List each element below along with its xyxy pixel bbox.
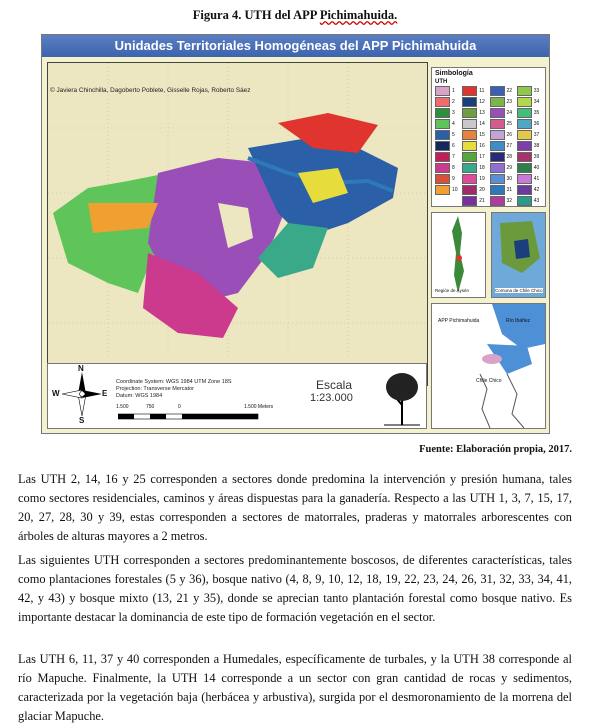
legend-swatch [490, 130, 505, 140]
legend-item [435, 97, 460, 107]
legend-item [517, 174, 542, 184]
legend-item [490, 185, 515, 195]
inset-region [431, 212, 486, 298]
legend-label: 8 [452, 165, 455, 171]
legend-item [462, 152, 487, 162]
legend-label: 24 [506, 110, 513, 116]
legend-item [517, 196, 542, 206]
legend-item [490, 119, 515, 129]
legend-label: 25 [506, 121, 513, 127]
legend-item [490, 163, 515, 173]
legend-label: 6 [452, 143, 455, 149]
legend-label: 38 [533, 143, 540, 149]
coordinate-info [116, 379, 232, 400]
legend-swatch [462, 141, 477, 151]
legend-item [517, 152, 542, 162]
legend-swatch [435, 86, 450, 96]
legend-label: 1 [452, 88, 455, 94]
inset-app [431, 303, 546, 429]
legend-swatch [490, 97, 505, 107]
projection: Projection: Transverse Mercator [116, 386, 194, 392]
legend-label: 5 [452, 132, 455, 138]
inset-chilechico-label: Chile Chico [476, 378, 502, 384]
legend-label: 39 [533, 154, 540, 160]
legend-item [517, 130, 542, 140]
legend-item [435, 86, 460, 96]
paragraph-2: Las siguientes UTH corresponden a sectores predominantemente boscosos, de diferentes características, tales como plantaciones forestales (5 y 36), bosque nativo (4, 8, 9, 10, 12, 18, 19, 22, 23, 24, 26, 31, 32, 33, 34, 41, 42, y 43) y bosque mixto (13, 21 y 35), donde se aprecian tanto plantación forestal como bosque nativo. Es importante destacar la dominancia de este tipo de formación vegetación en el sector. [18, 553, 572, 624]
legend-label: 14 [479, 121, 485, 127]
legend-label: 34 [533, 99, 540, 105]
map-footer [47, 363, 427, 429]
legend-label: 32 [506, 198, 513, 204]
legend-item [435, 174, 460, 184]
legend-label: 41 [533, 176, 540, 182]
legend-item [517, 185, 542, 195]
legend-item [462, 141, 487, 151]
legend-swatch [462, 152, 477, 162]
legend-label: 40 [533, 165, 540, 171]
legend-label: 9 [452, 176, 455, 182]
legend-swatch [462, 163, 477, 173]
legend-item [435, 185, 460, 195]
legend-swatch [490, 152, 505, 162]
figure-title-text: Figura 4. UTH del APP [192, 8, 320, 22]
inset-app-label: APP Pichimahuida [438, 318, 480, 324]
tree-logo-icon [382, 367, 422, 427]
south-label: S [79, 416, 85, 425]
legend-swatch [435, 152, 450, 162]
legend-item [462, 185, 487, 195]
legend-swatch [517, 152, 532, 162]
legend-item [462, 86, 487, 96]
datum: Datum: WGS 1984 [116, 393, 163, 399]
scalebar-label: 1.500 [116, 404, 129, 410]
legend-item [462, 97, 487, 107]
legend-label: 36 [533, 121, 540, 127]
legend-item [490, 130, 515, 140]
legend-label: 11 [479, 88, 485, 94]
legend-item [462, 174, 487, 184]
legend-item [517, 108, 542, 118]
legend-item [462, 196, 487, 206]
scale-value: 1:23.000 [310, 392, 353, 404]
legend-label: 37 [533, 132, 540, 138]
legend-label: 27 [506, 143, 513, 149]
legend-label: 35 [533, 110, 540, 116]
legend-subtitle: UTH [435, 79, 448, 85]
legend-item [490, 152, 515, 162]
legend-item [435, 141, 460, 151]
legend-label: 15 [479, 132, 485, 138]
figure-title-place: Pichimahuida. [319, 8, 398, 22]
scalebar-label: 1.500 Meters [244, 404, 274, 410]
legend-swatch [517, 196, 532, 206]
scalebar-label: 750 [146, 404, 155, 410]
legend-swatch [462, 119, 477, 129]
legend-item [435, 163, 460, 173]
uth-map [41, 34, 550, 434]
legend-swatch [490, 185, 505, 195]
legend-swatch [517, 174, 532, 184]
scale-title: Escala [316, 378, 353, 392]
map-frame [47, 62, 428, 386]
paragraph-3: Las UTH 6, 11, 37 y 40 corresponden a Humedales, específicamente de turbales, y la UTH 38 corresponde al río Mapuche. Finalmente, la UTH 14 corresponde a un sector con gran cantidad de rocas y sedimentos, caracterizada por la vegetación baja (herbácea y arbustiva), surgida por el desmoronamiento de la morrena del glaciar Mapuche. [18, 652, 572, 723]
legend-swatch [517, 119, 532, 129]
legend-swatch [490, 108, 505, 118]
legend-item [517, 141, 542, 151]
legend-swatch [462, 174, 477, 184]
legend-swatch [490, 86, 505, 96]
coord-system: Coordinate System: WGS 1984 UTM Zone 18S [116, 379, 232, 385]
legend-swatch [462, 86, 477, 96]
legend-label: 42 [533, 187, 540, 193]
legend-item [490, 97, 515, 107]
legend-item [462, 163, 487, 173]
legend-swatch [517, 141, 532, 151]
legend-label: 43 [533, 198, 540, 204]
legend-label: 33 [533, 88, 540, 94]
legend-item [435, 196, 460, 206]
legend-label: 26 [506, 132, 513, 138]
legend-swatch [490, 119, 505, 129]
scalebar [118, 413, 268, 421]
legend-swatch [462, 108, 477, 118]
legend-item [517, 97, 542, 107]
legend-swatch [490, 141, 505, 151]
legend-swatch [462, 130, 477, 140]
legend [431, 67, 546, 207]
legend-swatch [490, 174, 505, 184]
north-label: N [78, 364, 84, 373]
legend-label: 19 [479, 176, 485, 182]
legend-item [490, 196, 515, 206]
legend-swatch [462, 185, 477, 195]
legend-label: 21 [479, 198, 485, 204]
paragraph-1: Las UTH 2, 14, 16 y 25 corresponden a sectores donde predomina la intervención y presión humana, tales como sectores residenciales, caminos y áreas dispuestas para la ganadería. Respecto a las UTH 1, 3, 7, 15, 17, 20, 27, 28, 30 y 39, estas corresponden a sectores de matorrales, praderas y matorrales arborescentes con árboles de alturas mayores a 2 metros. [18, 472, 572, 543]
legend-swatch [435, 196, 450, 206]
legend-item [462, 119, 487, 129]
legend-label: 7 [452, 154, 455, 160]
legend-title: Simbología [435, 70, 473, 77]
legend-label: 10 [452, 187, 458, 193]
legend-swatch [435, 185, 450, 195]
legend-label: 4 [452, 121, 455, 127]
legend-swatch [517, 130, 532, 140]
legend-swatch [517, 108, 532, 118]
inset-maps [431, 212, 546, 298]
legend-label: 18 [479, 165, 485, 171]
legend-swatch [435, 119, 450, 129]
map-header: Unidades Territoriales Homogéneas del APP Pichimahuida [42, 35, 549, 57]
legend-swatch [435, 174, 450, 184]
map-credit: © Javiera Chinchilla, Dagoberto Poblete, Gisselle Rojas, Roberto Sáez [50, 87, 251, 94]
legend-swatch [435, 163, 450, 173]
legend-item [435, 130, 460, 140]
legend-label: 31 [506, 187, 513, 193]
east-label: E [102, 389, 108, 398]
scalebar-label: 0 [178, 404, 181, 410]
legend-swatch [462, 196, 477, 206]
legend-label: 17 [479, 154, 485, 160]
figure-title [0, 8, 590, 23]
legend-label: 2 [452, 99, 455, 105]
legend-item [490, 174, 515, 184]
legend-swatch [517, 185, 532, 195]
legend-label: 16 [479, 143, 485, 149]
legend-swatch [435, 141, 450, 151]
legend-grid [432, 85, 545, 207]
legend-swatch [490, 196, 505, 206]
uth-polygons [48, 63, 427, 359]
inset-commune [491, 212, 546, 298]
legend-label: 23 [506, 99, 513, 105]
legend-label: 28 [506, 154, 513, 160]
commune-map-icon [492, 213, 545, 297]
legend-item [490, 141, 515, 151]
legend-item [517, 119, 542, 129]
legend-swatch [517, 163, 532, 173]
legend-item [490, 86, 515, 96]
legend-item [462, 130, 487, 140]
inset-commune-label: Comuna de Chile Chico [495, 288, 543, 293]
legend-item [435, 119, 460, 129]
west-label: W [52, 389, 60, 398]
region-map-icon [432, 213, 485, 297]
figure-source: Fuente: Elaboración propia, 2017. [419, 444, 572, 455]
inset-rio-label: Río Ibáñez [506, 318, 531, 324]
inset-region-label: Región de Aysén [435, 288, 469, 293]
legend-label: 30 [506, 176, 513, 182]
legend-label: 13 [479, 110, 485, 116]
legend-label: 3 [452, 110, 455, 116]
legend-label: 22 [506, 88, 513, 94]
legend-item [435, 108, 460, 118]
legend-item [490, 108, 515, 118]
legend-item [435, 152, 460, 162]
legend-label: 12 [479, 99, 485, 105]
legend-item [517, 163, 542, 173]
legend-swatch [435, 108, 450, 118]
legend-swatch [435, 97, 450, 107]
legend-swatch [462, 97, 477, 107]
legend-item [517, 86, 542, 96]
legend-swatch [517, 97, 532, 107]
legend-item [462, 108, 487, 118]
legend-swatch [490, 163, 505, 173]
legend-swatch [435, 130, 450, 140]
legend-swatch [517, 86, 532, 96]
legend-label: 20 [479, 187, 485, 193]
legend-label: 29 [506, 165, 513, 171]
